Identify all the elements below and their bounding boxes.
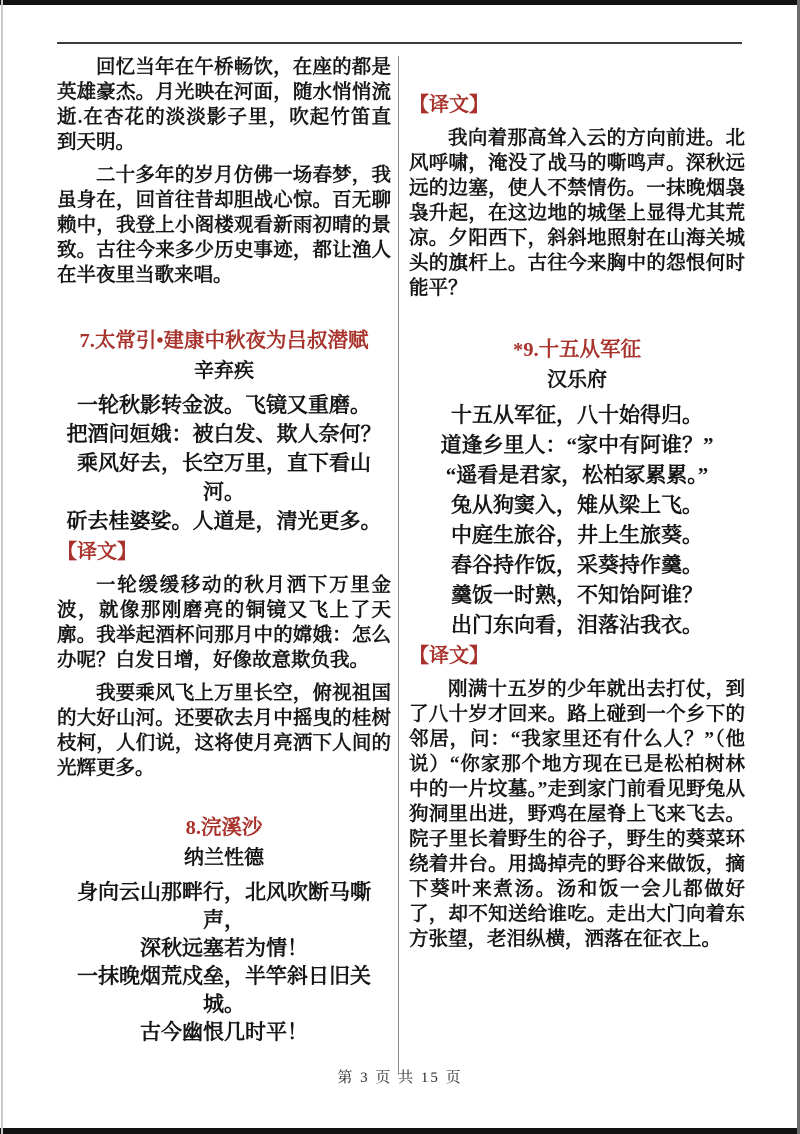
poem-line: 乘风好去，长空万里，直下看山河。 (77, 451, 371, 504)
scan-frame-bottom (0, 1128, 800, 1134)
poem-8-title: 8.浣溪沙 (185, 817, 263, 839)
poem-8-author: 纳兰性德 (184, 847, 264, 869)
header-rule (57, 42, 742, 44)
poem-line: 把酒问姮娥：被白发、欺人奈何？ (66, 422, 382, 446)
poem-8-body (57, 878, 391, 1046)
page-number-indicator: 第 3 页 共 15 页 (337, 1070, 463, 1086)
poem-line: 古今幽恨几时平！ (140, 1020, 308, 1044)
translation-label: 【译文】 (57, 541, 137, 563)
translation-label: 【译文】 (409, 94, 489, 116)
right-column (409, 93, 745, 960)
poem-7-body (57, 391, 391, 536)
poem-9-author: 汉乐府 (547, 369, 607, 391)
poem-7-title: 7.太常引•建康中秋夜为吕叔潜赋 (79, 330, 369, 352)
translation-paragraph: 刚满十五岁的少年就出去打仗，到了八十岁才回来。路上碰到一个乡下的邻居，问：“我家里还有什么人？”（他说）“你家那个地方现在已是松柏树林中的一片坟墓。”走到家门前看见野兔从狗洞里出进，野鸡在屋脊上飞来飞去。院子里长着野生的谷子，野生的葵菜环绕着井台。用捣掉壳的野谷来做饭，摘下葵叶来煮汤。汤和饭一会儿都做好了，却不知送给谁吃。走出大门向着东方张望，老泪纵横，洒落在征衣上。 (409, 679, 745, 950)
scan-frame-top (0, 0, 800, 5)
intro-paragraph: 回忆当年在午桥畅饮，在座的都是英雄豪杰。月光映在河面，随水悄悄流逝.在杏花的淡淡影子里，吹起竹笛直到天明。 (57, 57, 391, 153)
translation-paragraph: 我向着那高耸入云的方向前进。北风呼啸，淹没了战马的嘶鸣声。深秋远远的边塞，使人不禁情伤。一抹晚烟袅袅升起，在这边地的城堡上显得尤其荒凉。夕阳西下，斜斜地照射在山海关城头的旗杆上。古往今来胸中的怨恨何时能平？ (409, 128, 745, 299)
poem-9-title: *9.十五从军征 (512, 339, 642, 361)
poem-line: 一抹晚烟荒戍垒，半竿斜日旧关城。 (77, 964, 371, 1016)
poem-line: 中庭生旅谷，井上生旅葵。 (451, 523, 703, 547)
poem-line: “遥看是君家，松柏冢累累。” (445, 463, 709, 487)
poem-line: 深秋远塞若为情！ (140, 936, 308, 960)
intro-paragraph: 二十多年的岁月仿佛一场春梦，我虽身在，回首往昔却胆战心惊。百无聊赖中，我登上小阁楼观看新雨初晴的景致。古往今来多少历史事迹，都让渔人在半夜里当歌来唱。 (57, 165, 391, 286)
poem-line: 身向云山那畔行，北风吹断马嘶声， (77, 880, 371, 932)
left-column (57, 55, 391, 1046)
poem-7-author: 辛弃疾 (194, 360, 254, 382)
poem-line: 十五从军征，八十始得归。 (451, 403, 703, 427)
translation-paragraph: 我要乘风飞上万里长空，俯视祖国的大好山河。还要砍去月中摇曳的桂树枝柯，人们说，这将使月亮洒下人间的光辉更多。 (57, 683, 391, 779)
translation-paragraph: 一轮缓缓移动的秋月洒下万里金波，就像那刚磨亮的铜镜又飞上了天廓。我举起酒杯问那月中的嫦娥：怎么办呢？白发日增，好像故意欺负我。 (57, 575, 391, 671)
poem-line: 一轮秋影转金波。飞镜又重磨。 (77, 393, 371, 417)
poem-line: 出门东向看，泪落沾我衣。 (451, 613, 703, 637)
translation-label: 【译文】 (409, 645, 489, 667)
scan-frame-left (1, 0, 3, 1134)
poem-9-body (409, 400, 745, 640)
column-divider (398, 56, 399, 1075)
poem-line: 羹饭一时熟，不知饴阿谁？ (451, 583, 703, 607)
poem-line: 舂谷持作饭，采葵持作羹。 (451, 553, 703, 577)
poem-line: 道逢乡里人：“家中有阿谁？” (440, 433, 714, 457)
poem-line: 兔从狗窦入，雉从梁上飞。 (451, 493, 703, 517)
poem-line: 斫去桂婆娑。人道是，清光更多。 (66, 509, 382, 533)
